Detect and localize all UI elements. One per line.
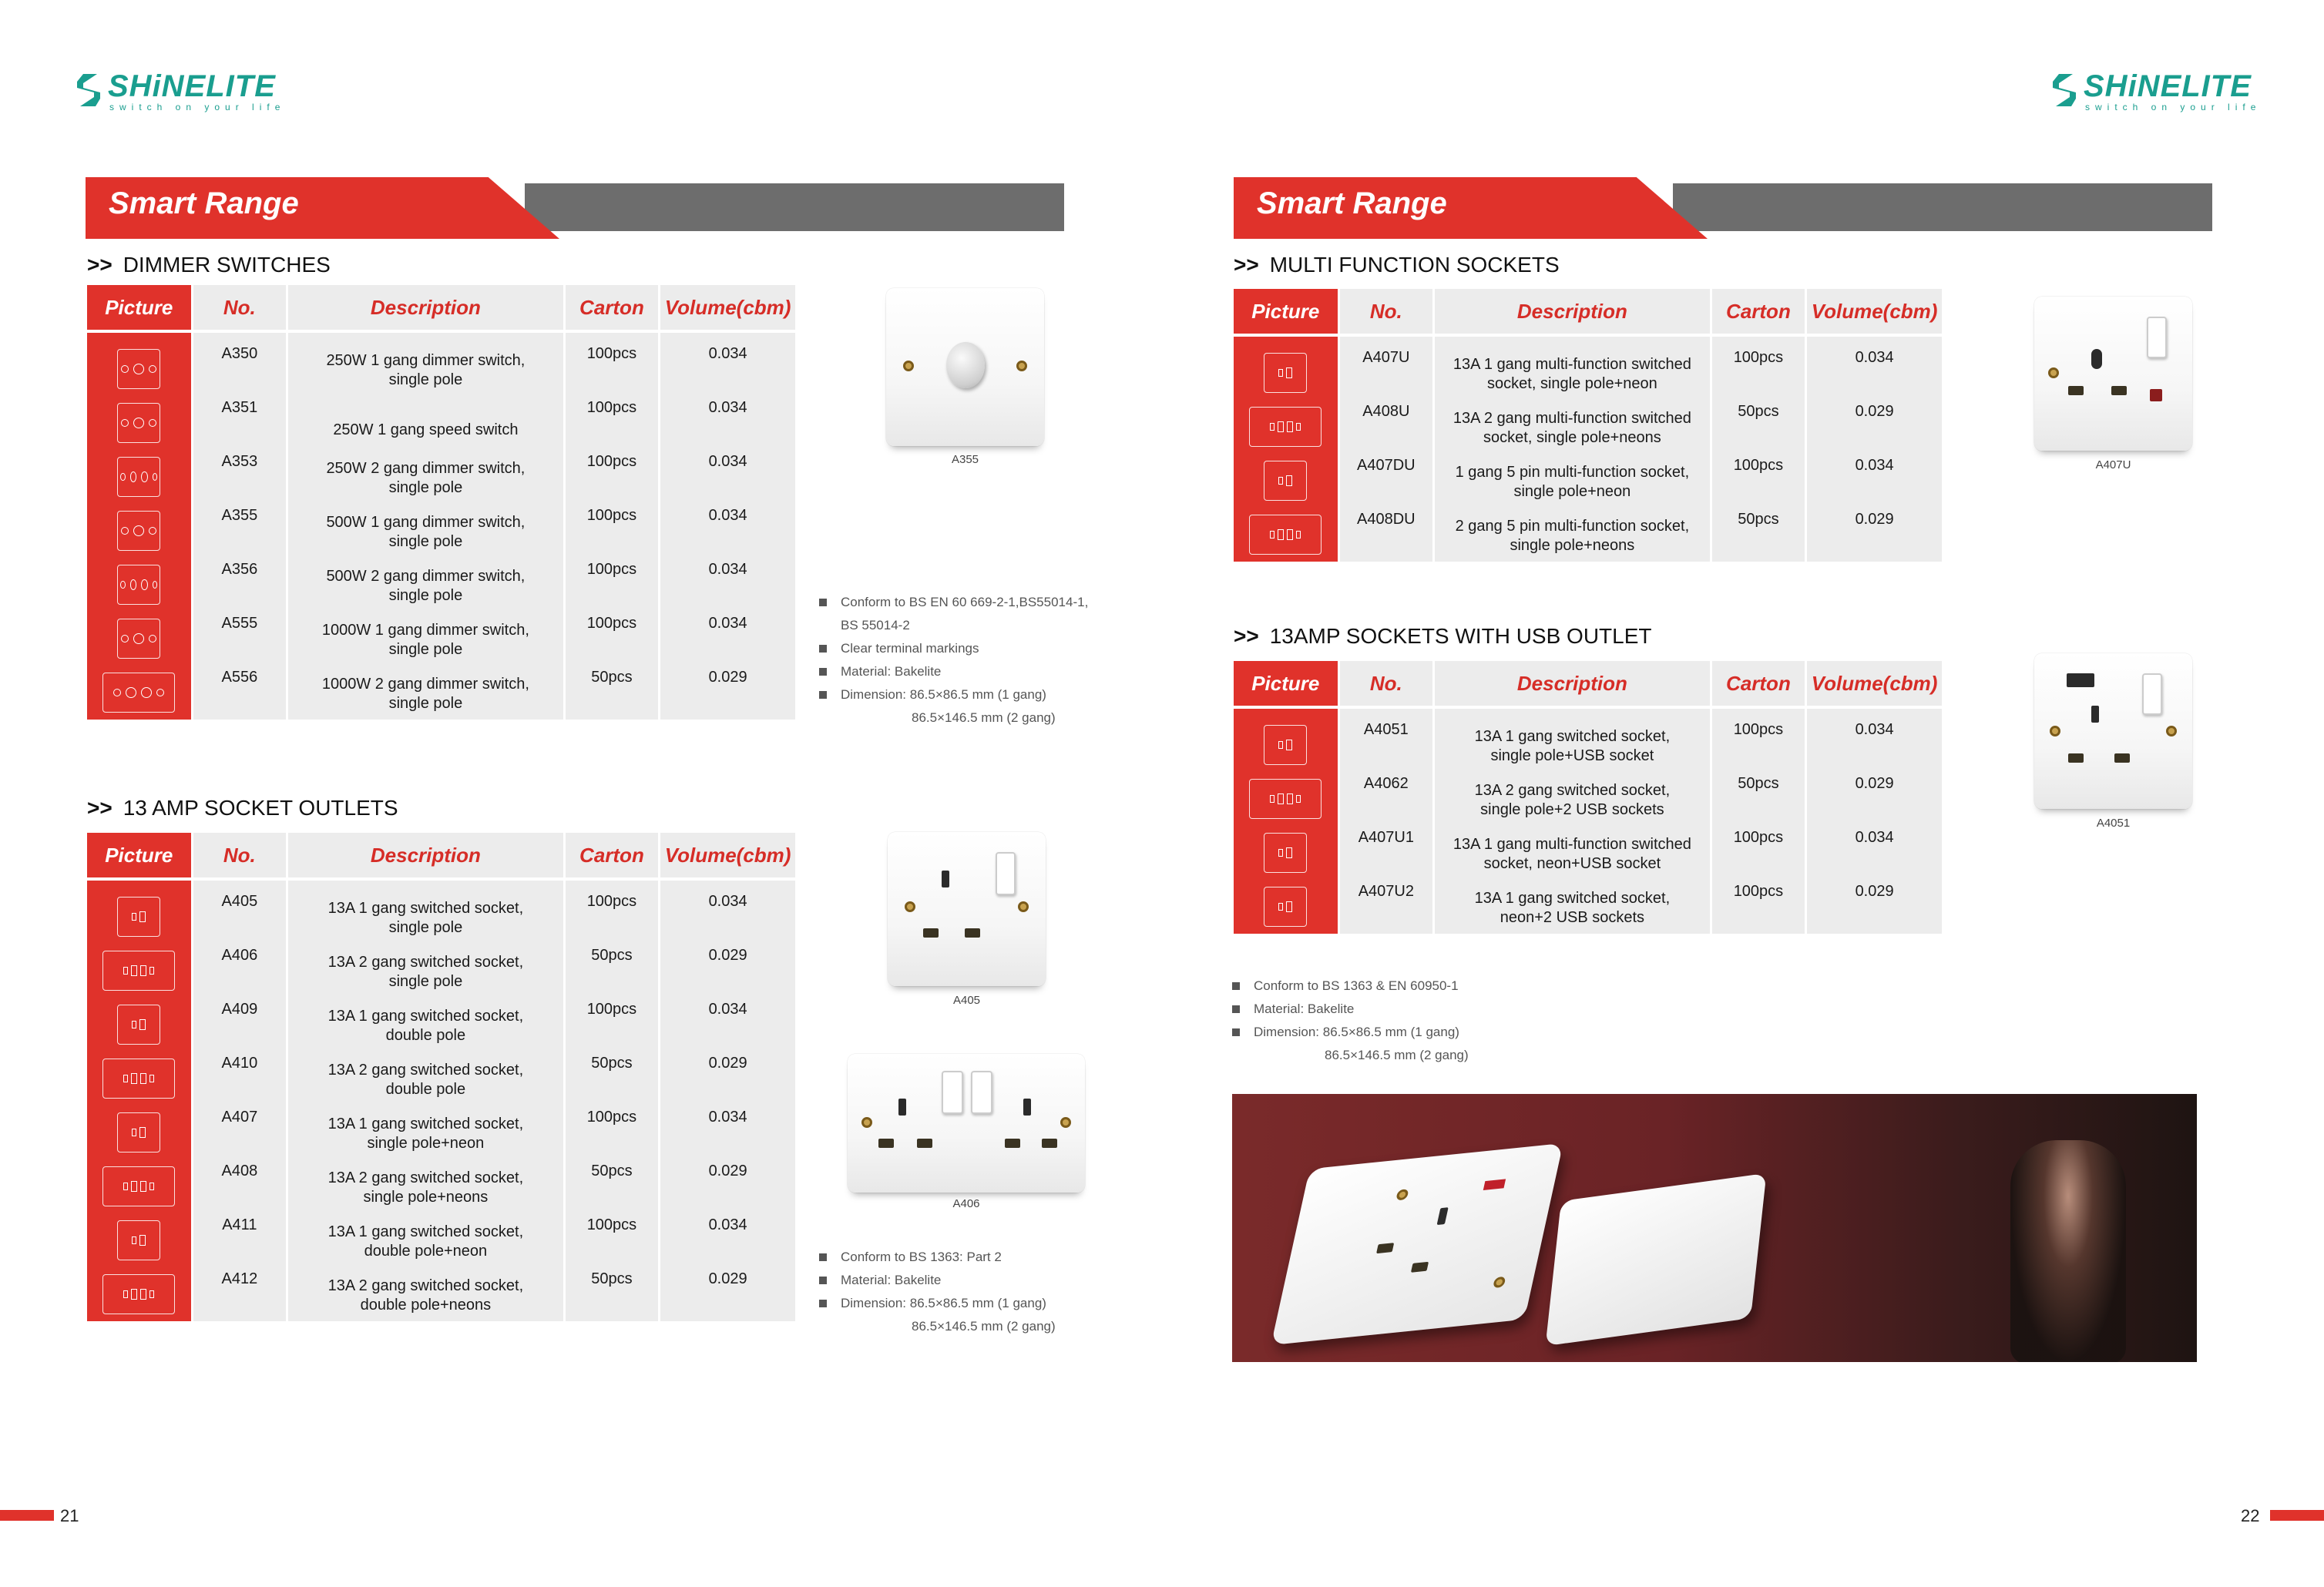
product-desc: socket, single pole+neons xyxy=(1483,428,1661,446)
product-desc: single pole xyxy=(388,918,463,936)
product-carton: 100pcs xyxy=(586,615,637,632)
product-desc: single pole+neon xyxy=(367,1134,485,1152)
table-row xyxy=(87,890,795,944)
product-carton: 50pcs xyxy=(591,1163,633,1179)
header-volume: Volume(cbm) xyxy=(1807,661,1942,709)
table-row xyxy=(1234,454,1942,508)
product-carton: 50pcs xyxy=(1738,403,1779,420)
note-item: Dimension: 86.5×86.5 mm (1 gang) xyxy=(819,683,1088,706)
product-photo-a407u xyxy=(2034,297,2192,451)
usb-port-icon xyxy=(2067,673,2094,687)
product-desc: single pole+USB socket xyxy=(1490,747,1654,764)
product-desc: single pole xyxy=(388,972,463,990)
product-no: A406 xyxy=(221,947,258,964)
product-no: A410 xyxy=(221,1055,258,1072)
product-volume: 0.029 xyxy=(1855,775,1894,792)
product-no: A407DU xyxy=(1357,457,1416,474)
product-volume: 0.034 xyxy=(708,453,747,470)
product-photo-a4051 xyxy=(2034,653,2192,809)
socket-notes xyxy=(819,1246,1056,1338)
page-marker-left xyxy=(0,1510,54,1521)
product-volume: 0.034 xyxy=(1855,457,1894,474)
dimmer-knob-icon xyxy=(946,342,985,388)
photo-caption: A355 xyxy=(951,453,979,466)
table-row xyxy=(87,1213,795,1267)
header-volume: Volume(cbm) xyxy=(1807,289,1942,337)
product-carton: 100pcs xyxy=(586,399,637,416)
product-carton: 100pcs xyxy=(1733,457,1784,474)
socket-2gang-neon-icon xyxy=(102,1166,175,1206)
product-carton: 100pcs xyxy=(586,893,637,910)
table-row xyxy=(87,342,795,396)
section-title-socket: >> 13 AMP SOCKET OUTLETS xyxy=(87,796,398,820)
product-desc: 1000W 1 gang dimmer switch, xyxy=(321,621,529,639)
product-volume: 0.029 xyxy=(708,1270,747,1287)
header-no: No. xyxy=(193,285,287,333)
dimmer-notes xyxy=(819,591,1088,730)
usb-notes xyxy=(1232,975,1469,1067)
product-volume: 0.029 xyxy=(708,1163,747,1179)
socket-neon-icon xyxy=(117,1220,160,1260)
table-row xyxy=(87,504,795,558)
product-volume: 0.034 xyxy=(708,507,747,524)
brand-logo-left xyxy=(74,69,286,116)
speed-switch-icon xyxy=(117,403,160,443)
dimmer-icon xyxy=(117,349,160,389)
product-desc: neon+2 USB sockets xyxy=(1500,908,1645,926)
product-volume: 0.034 xyxy=(708,561,747,578)
promo-switch-plate xyxy=(1546,1173,1767,1346)
header-no: No. xyxy=(1340,661,1433,709)
product-desc: double pole xyxy=(385,1026,466,1044)
product-desc: socket, neon+USB socket xyxy=(1483,854,1661,872)
product-volume: 0.034 xyxy=(1855,349,1894,366)
product-desc: 13A 1 gang switched socket, xyxy=(327,1115,524,1132)
table-row xyxy=(87,944,795,998)
product-desc: 13A 1 gang switched socket, xyxy=(327,899,524,917)
product-carton: 50pcs xyxy=(591,947,633,964)
product-volume: 0.034 xyxy=(708,1001,747,1018)
table-row xyxy=(1234,718,1942,772)
product-no: A411 xyxy=(222,1216,257,1233)
dimmer-2gang-icon xyxy=(117,565,160,605)
note-item: Material: Bakelite xyxy=(819,1269,1056,1292)
dimmer-2gang-wide-icon xyxy=(102,673,175,713)
product-volume: 0.029 xyxy=(1855,403,1894,420)
table-row xyxy=(87,450,795,504)
product-desc: 500W 2 gang dimmer switch, xyxy=(326,567,526,585)
product-photo-a406 xyxy=(848,1054,1085,1193)
product-carton: 100pcs xyxy=(586,1001,637,1018)
product-volume: 0.034 xyxy=(1855,721,1894,738)
table-row xyxy=(1234,772,1942,826)
note-item: Material: Bakelite xyxy=(1232,998,1469,1021)
product-no: A4051 xyxy=(1363,721,1409,738)
table-row xyxy=(1234,880,1942,934)
note-item: Conform to BS 1363 & EN 60950-1 xyxy=(1232,975,1469,998)
product-carton: 50pcs xyxy=(1738,775,1779,792)
note-item: Dimension: 86.5×86.5 mm (1 gang) xyxy=(1232,1021,1469,1044)
note-item: 86.5×146.5 mm (2 gang) xyxy=(912,710,1056,725)
brand-tagline: switch on your life xyxy=(2085,102,2262,112)
photo-caption: A406 xyxy=(952,1197,980,1210)
product-photo-a355 xyxy=(886,288,1044,446)
promo-lifestyle-image xyxy=(1232,1094,2197,1362)
product-carton: 50pcs xyxy=(591,1055,633,1072)
product-desc: double pole+neons xyxy=(360,1296,492,1314)
product-desc: socket, single pole+neon xyxy=(1487,374,1657,392)
product-carton: 100pcs xyxy=(1733,829,1784,846)
product-volume: 0.029 xyxy=(708,669,747,686)
promo-socket-plate xyxy=(1271,1143,1563,1345)
page-number-right: 22 xyxy=(2241,1506,2260,1525)
header-no: No. xyxy=(193,833,287,881)
banner-title: Smart Range xyxy=(1257,186,1447,220)
product-volume: 0.034 xyxy=(708,399,747,416)
product-desc: 1000W 2 gang dimmer switch, xyxy=(321,675,529,693)
usb-2port-socket-icon xyxy=(1264,887,1307,927)
banner-left xyxy=(86,177,1064,239)
product-volume: 0.029 xyxy=(1855,883,1894,900)
usb-socket-icon xyxy=(1264,725,1307,765)
product-no: A405 xyxy=(221,893,258,910)
product-desc: 250W 2 gang dimmer switch, xyxy=(326,459,526,477)
product-volume: 0.029 xyxy=(708,1055,747,1072)
product-desc: single pole xyxy=(388,640,463,658)
product-desc: 13A 2 gang switched socket, xyxy=(327,953,524,971)
product-desc: 13A 2 gang switched socket, xyxy=(1474,781,1671,799)
note-item: Material: Bakelite xyxy=(819,660,1088,683)
section-title-usb: >> 13AMP SOCKETS WITH USB OUTLET xyxy=(1234,624,1652,648)
product-no: A4062 xyxy=(1363,775,1409,792)
product-desc: single pole xyxy=(388,371,463,388)
table-row xyxy=(1234,400,1942,454)
header-picture: Picture xyxy=(1234,661,1338,709)
product-volume: 0.029 xyxy=(1855,511,1894,528)
promo-model-silhouette xyxy=(2010,1140,2126,1362)
product-no: A409 xyxy=(221,1001,258,1018)
product-desc: 13A 2 gang switched socket, xyxy=(327,1061,524,1079)
product-desc: 250W 1 gang dimmer switch, xyxy=(326,351,526,369)
product-no: A556 xyxy=(221,669,258,686)
header-no: No. xyxy=(1340,289,1433,337)
multi-socket-2gang-icon xyxy=(1249,407,1322,447)
product-carton: 100pcs xyxy=(1733,883,1784,900)
product-desc: 13A 1 gang multi-function switched xyxy=(1452,355,1691,373)
table-row xyxy=(1234,826,1942,880)
product-desc: 13A 2 gang multi-function switched xyxy=(1452,409,1691,427)
socket-2gang-icon xyxy=(102,951,175,991)
header-description: Description xyxy=(1435,661,1710,709)
product-carton: 50pcs xyxy=(591,669,633,686)
product-carton: 100pcs xyxy=(586,507,637,524)
product-desc: single pole xyxy=(388,532,463,550)
product-desc: single pole xyxy=(388,694,463,712)
product-no: A407U1 xyxy=(1358,829,1414,846)
product-desc: 2 gang 5 pin multi-function socket, xyxy=(1455,517,1690,535)
section-title-multi: >> MULTI FUNCTION SOCKETS xyxy=(1234,253,1560,277)
product-desc: double pole xyxy=(385,1080,466,1098)
note-item: 86.5×146.5 mm (2 gang) xyxy=(1325,1048,1469,1062)
socket-icon xyxy=(117,1005,160,1045)
table-row xyxy=(87,1159,795,1213)
product-no: A412 xyxy=(221,1270,258,1287)
usb-table xyxy=(1231,661,1944,934)
banner-right xyxy=(1234,177,2212,239)
product-volume: 0.034 xyxy=(708,1216,747,1233)
header-description: Description xyxy=(288,285,563,333)
product-no: A555 xyxy=(221,615,258,632)
product-volume: 0.034 xyxy=(708,893,747,910)
product-desc: 13A 2 gang switched socket, xyxy=(327,1277,524,1294)
product-desc: 1 gang 5 pin multi-function socket, xyxy=(1455,463,1690,481)
product-volume: 0.034 xyxy=(1855,829,1894,846)
product-carton: 100pcs xyxy=(586,561,637,578)
product-desc: 13A 1 gang switched socket, xyxy=(1474,727,1671,745)
product-desc: single pole+neon xyxy=(1513,482,1631,500)
product-no: A408 xyxy=(221,1163,258,1179)
product-desc: double pole+neon xyxy=(364,1242,488,1260)
table-row xyxy=(87,558,795,612)
product-no: A407U2 xyxy=(1358,883,1414,900)
product-desc: 13A 1 gang switched socket, xyxy=(1474,889,1671,907)
multi-socket-5pin-2gang-icon xyxy=(1249,515,1322,555)
table-row xyxy=(87,612,795,666)
product-desc: 250W 1 gang speed switch xyxy=(333,421,519,438)
product-no: A408U xyxy=(1362,403,1410,420)
dimmer-icon xyxy=(117,511,160,551)
header-carton: Carton xyxy=(1712,289,1805,337)
product-desc: single pole xyxy=(388,478,463,496)
dimmer-2gang-icon xyxy=(117,457,160,497)
note-item: 86.5×146.5 mm (2 gang) xyxy=(912,1319,1056,1334)
header-picture: Picture xyxy=(87,285,191,333)
product-carton: 100pcs xyxy=(586,345,637,362)
photo-caption: A4051 xyxy=(2096,817,2131,830)
note-item: Conform to BS 1363: Part 2 xyxy=(819,1246,1056,1269)
product-no: A350 xyxy=(221,345,258,362)
header-description: Description xyxy=(288,833,563,881)
usb-socket-2gang-icon xyxy=(1249,779,1322,819)
header-description: Description xyxy=(1435,289,1710,337)
table-row xyxy=(87,1267,795,1321)
header-picture: Picture xyxy=(1234,289,1338,337)
table-row xyxy=(87,666,795,720)
product-volume: 0.034 xyxy=(708,615,747,632)
note-item: Dimension: 86.5×86.5 mm (1 gang) xyxy=(819,1292,1056,1315)
usb-multi-socket-icon xyxy=(1264,833,1307,873)
product-carton: 100pcs xyxy=(586,453,637,470)
socket-2gang-icon xyxy=(102,1059,175,1099)
header-carton: Carton xyxy=(566,833,659,881)
product-no: A351 xyxy=(221,399,258,416)
section-title-dimmer: >> DIMMER SWITCHES xyxy=(87,253,331,277)
product-desc: single pole+neons xyxy=(363,1188,489,1206)
table-row xyxy=(87,998,795,1052)
multi-socket-icon xyxy=(1264,353,1307,393)
dimmer-table xyxy=(85,285,798,720)
product-no: A407U xyxy=(1362,349,1410,366)
product-carton: 50pcs xyxy=(591,1270,633,1287)
product-carton: 100pcs xyxy=(1733,721,1784,738)
table-row xyxy=(87,1106,795,1159)
page-marker-right xyxy=(2270,1510,2324,1521)
product-desc: 13A 1 gang switched socket, xyxy=(327,1007,524,1025)
product-volume: 0.029 xyxy=(708,947,747,964)
product-desc: single pole xyxy=(388,586,463,604)
dimmer-icon xyxy=(117,619,160,659)
note-item: Conform to BS EN 60 669-2-1,BS55014-1, xyxy=(819,591,1088,614)
brand-tagline: switch on your life xyxy=(109,102,286,112)
socket-table xyxy=(85,833,798,1321)
photo-caption: A407U xyxy=(2095,458,2131,471)
table-row xyxy=(1234,508,1942,562)
product-no: A355 xyxy=(221,507,258,524)
product-volume: 0.034 xyxy=(708,345,747,362)
brand-logo-icon xyxy=(2050,71,2079,109)
header-carton: Carton xyxy=(1712,661,1805,709)
brand-logo-icon xyxy=(74,71,103,109)
product-desc: single pole+2 USB sockets xyxy=(1480,800,1664,818)
product-volume: 0.034 xyxy=(708,1109,747,1126)
product-desc: 500W 1 gang dimmer switch, xyxy=(326,513,526,531)
banner-title: Smart Range xyxy=(109,186,299,220)
product-desc: 13A 1 gang switched socket, xyxy=(327,1223,524,1240)
product-no: A356 xyxy=(221,561,258,578)
page-number-left: 21 xyxy=(60,1506,79,1525)
product-no: A408DU xyxy=(1357,511,1416,528)
multi-table xyxy=(1231,289,1944,562)
socket-icon xyxy=(117,897,160,937)
table-row xyxy=(1234,346,1942,400)
table-row xyxy=(87,1052,795,1106)
socket-neon-icon xyxy=(117,1112,160,1153)
header-volume: Volume(cbm) xyxy=(660,285,795,333)
socket-2gang-neon-icon xyxy=(102,1274,175,1314)
product-carton: 100pcs xyxy=(1733,349,1784,366)
header-carton: Carton xyxy=(566,285,659,333)
product-no: A407 xyxy=(221,1109,258,1126)
product-carton: 100pcs xyxy=(586,1109,637,1126)
brand-name: SHiNELITE xyxy=(2084,69,2252,103)
product-photo-a405 xyxy=(888,832,1046,986)
header-volume: Volume(cbm) xyxy=(660,833,795,881)
header-picture: Picture xyxy=(87,833,191,881)
product-desc: single pole+neons xyxy=(1510,536,1635,554)
product-desc: 13A 2 gang switched socket, xyxy=(327,1169,524,1186)
note-item: BS 55014-2 xyxy=(841,618,910,632)
product-no: A353 xyxy=(221,453,258,470)
brand-logo-right xyxy=(2050,69,2262,116)
multi-socket-5pin-icon xyxy=(1264,461,1307,501)
brand-name: SHiNELITE xyxy=(108,69,276,103)
product-carton: 100pcs xyxy=(586,1216,637,1233)
product-desc: 13A 1 gang multi-function switched xyxy=(1452,835,1691,853)
note-item: Clear terminal markings xyxy=(819,637,1088,660)
table-row xyxy=(87,396,795,450)
photo-caption: A405 xyxy=(952,994,981,1007)
product-carton: 50pcs xyxy=(1738,511,1779,528)
